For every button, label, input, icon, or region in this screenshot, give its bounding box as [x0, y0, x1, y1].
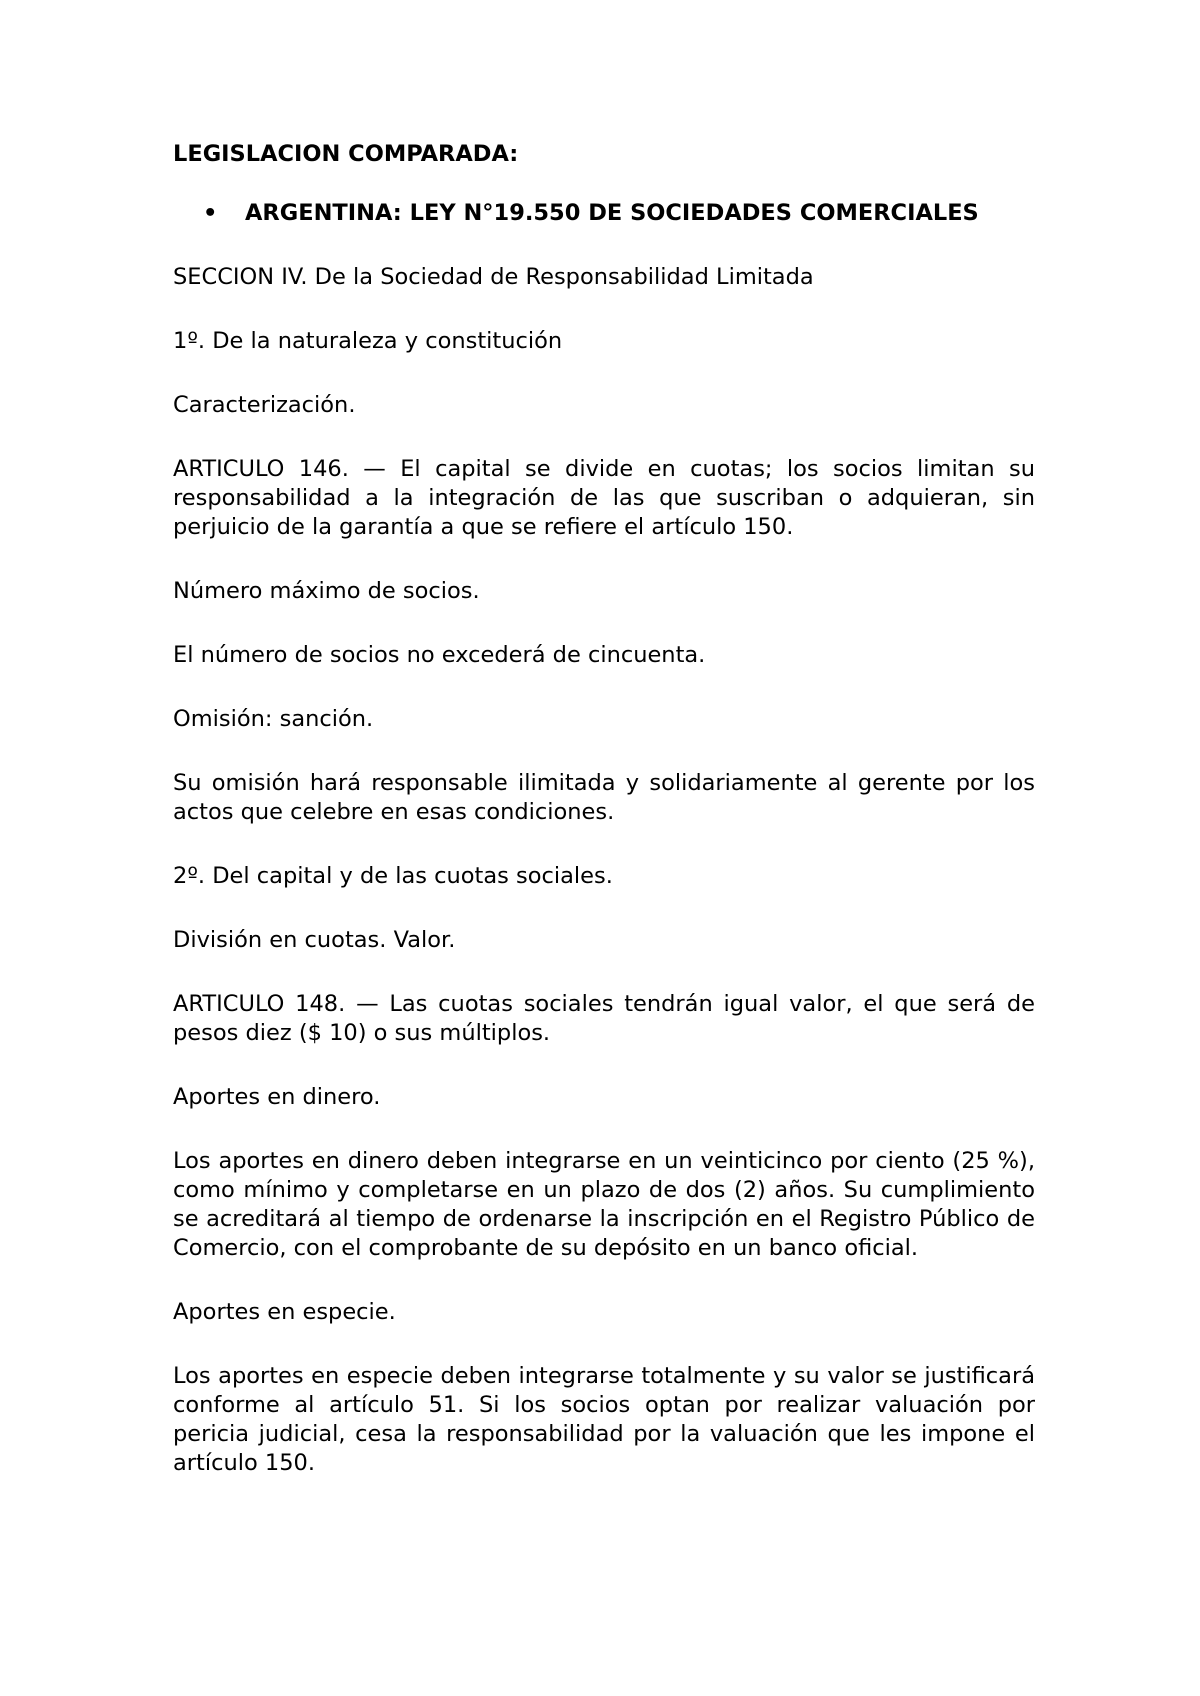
- paragraph-caption: Caracterización.: [173, 392, 356, 418]
- paragraph-caption: Aportes en dinero.: [173, 1084, 381, 1110]
- section-heading: SECCION IV. De la Sociedad de Responsabilidad Limitada: [173, 264, 814, 290]
- paragraph-text: El número de socios no excederá de cincuenta.: [173, 642, 706, 668]
- bullet-heading-row: [173, 199, 1035, 228]
- subsection-heading: 1º. De la naturaleza y constitución: [173, 328, 563, 354]
- bullet-icon: •: [203, 200, 218, 226]
- paragraph-text: Los aportes en dinero deben integrarse en un veinticinco por ciento (25 %), como mínimo y completarse en un plazo de dos (2) años. Su cumplimiento se acreditará al tiempo de ordenarse la inscripción en el Registro Público de Comercio, con el comprobante de su depósito en un banco oficial.: [173, 1148, 1035, 1261]
- article-146-text: ARTICULO 146. — El capital se divide en cuotas; los socios limitan su responsabilidad a la integración de las que suscriban o adquieran, sin perjuicio de la garantía a que se refiere el artículo 150.: [173, 456, 1035, 540]
- paragraph-text: Su omisión hará responsable ilimitada y solidariamente al gerente por los actos que celebre en esas condiciones.: [173, 770, 1035, 825]
- paragraph-caption: Número máximo de socios.: [173, 578, 480, 604]
- subsection-heading: 2º. Del capital y de las cuotas sociales.: [173, 863, 613, 889]
- article-148-text: ARTICULO 148. — Las cuotas sociales tendrán igual valor, el que será de pesos diez ($ 10) o sus múltiplos.: [173, 991, 1035, 1046]
- paragraph-caption: División en cuotas. Valor.: [173, 927, 456, 953]
- paragraph-text: Los aportes en especie deben integrarse totalmente y su valor se justificará conforme al artículo 51. Si los socios optan por realizar valuación por pericia judicial, cesa la responsabilidad por la valuación que les impone el artículo 150.: [173, 1363, 1035, 1476]
- paragraph-caption: Aportes en especie.: [173, 1299, 396, 1325]
- bullet-heading: ARGENTINA: LEY N°19.550 DE SOCIEDADES COMERCIALES: [245, 200, 979, 226]
- document-page: [173, 140, 1035, 1513]
- paragraph-caption: Omisión: sanción.: [173, 706, 374, 732]
- document-title: LEGISLACION COMPARADA:: [173, 141, 519, 167]
